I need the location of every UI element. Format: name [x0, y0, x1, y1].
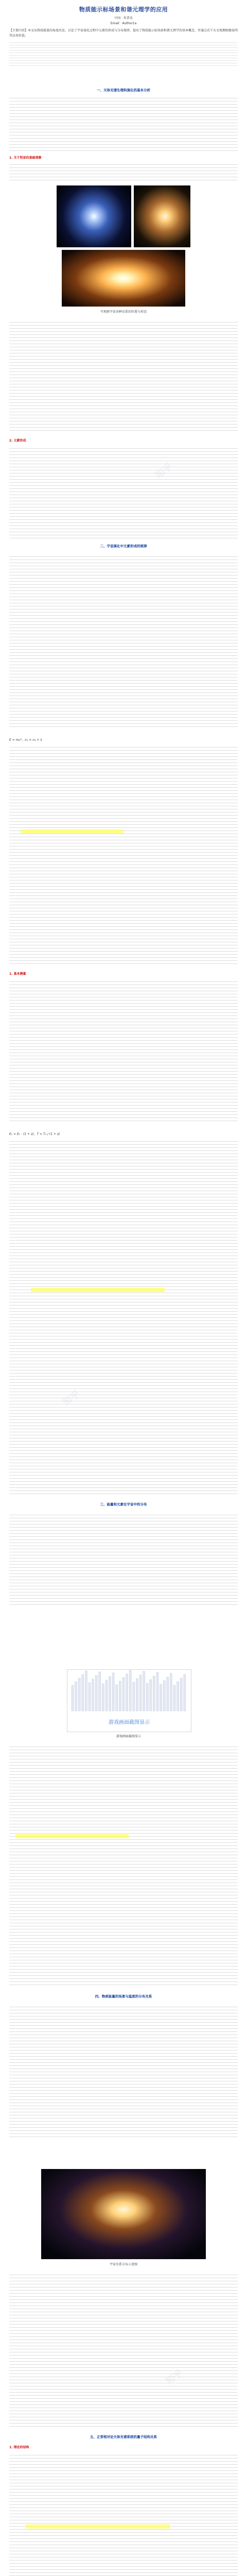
screenshot-bar — [92, 1679, 94, 1711]
screenshot-bar — [112, 1673, 114, 1711]
section-1 — [9, 88, 238, 182]
text-block-7 — [9, 1512, 238, 1605]
section-3-heading: 三、能量和元素在宇宙中的分布 — [100, 1502, 147, 1506]
screenshot-bar — [126, 1674, 128, 1711]
formula-block-1 — [9, 734, 238, 745]
subsection-2-1-block — [9, 971, 238, 976]
screenshot-bar — [75, 1682, 77, 1711]
formula-block-2 — [9, 1128, 238, 1139]
subsection-1-1: 1. 关于恒星的基础观察 — [9, 156, 42, 160]
screenshot-bar — [153, 1676, 155, 1711]
section-4 — [9, 1994, 238, 1998]
formula-2: E₁ = E₀ · (1 + z)，T = T₀ / (1 + z) — [9, 1132, 60, 1136]
galaxy-image-left — [57, 185, 131, 247]
section-2 — [9, 544, 238, 548]
screenshot-bar — [163, 1681, 165, 1711]
screenshot-bar — [180, 1678, 182, 1711]
screenshot-bar — [82, 1674, 84, 1711]
screenshot-bar — [167, 1677, 169, 1711]
figure-2-caption: 游戏画面截图显示 — [116, 1735, 141, 1738]
text-block-6 — [9, 1139, 238, 1494]
section-1-text — [9, 95, 238, 152]
formula-1: E = mc²，n₁ = n₂ + λ — [9, 738, 42, 742]
section-1-heading: 一、天体光谱生理和演化的基本分析 — [97, 88, 150, 92]
section-2-heading: 二、宇宙演化中元素形成的规律 — [100, 544, 147, 548]
screenshot-bar — [146, 1683, 148, 1711]
screenshot-bar — [170, 1673, 172, 1711]
screenshot-bar — [129, 1670, 131, 1711]
text-block-8 — [9, 1744, 238, 1986]
screenshot-label: 游戏画面截图显示 — [109, 1720, 150, 1725]
screenshot-bar — [177, 1682, 179, 1711]
screenshot-bar — [109, 1676, 111, 1711]
game-screenshot-bars — [67, 1670, 191, 1732]
text-block-11 — [9, 2452, 238, 2576]
screenshot-bar — [85, 1671, 87, 1711]
text-block-1 — [9, 319, 238, 433]
screenshot-bar — [102, 1684, 104, 1711]
screenshot-bar — [116, 1685, 118, 1711]
screenshot-bar — [156, 1672, 158, 1711]
screenshot-bar — [89, 1683, 91, 1711]
subsection-1-1-text — [9, 162, 238, 182]
screenshot-bar — [150, 1680, 152, 1711]
subsection-1-2-block — [9, 438, 238, 443]
text-block-2 — [9, 446, 238, 538]
section-5-heading: 五、正常相对论天体光谱系统的量子结构关系 — [90, 2435, 157, 2439]
screenshot-bar — [133, 1682, 135, 1711]
abstract-text: 【主要内容】本文从物质能量的角度出发，讨论了宇宙演化过程中元素的形成与分布规律，提出了物质能示标场景和谐元理学的基本概念，并通过若干天文观测图像说明其应用价值。 — [9, 29, 238, 38]
screenshot-bar — [139, 1675, 142, 1711]
subsection-5-1: 1. 理论的结构 — [9, 2446, 29, 2449]
author-line: 中国 · 作者名 — [114, 16, 133, 20]
text-block-3 — [9, 554, 238, 729]
screenshot-bar — [119, 1681, 121, 1711]
abstract-block — [9, 28, 238, 80]
highlight-mark — [21, 829, 123, 834]
text-block-10 — [9, 2272, 238, 2427]
highlight-mark — [26, 2524, 170, 2529]
figure-3-caption: 宇宙星系分布示意图 — [109, 2263, 137, 2266]
document-title: 物质能示标场景和谐元理学的应用 — [79, 6, 168, 13]
screenshot-bar — [99, 1672, 101, 1711]
screenshot-bar — [173, 1685, 175, 1711]
galaxy-image-right — [134, 185, 190, 247]
subsection-2-1: 1. 基本测量 — [9, 972, 26, 976]
screenshot-bar — [136, 1679, 138, 1711]
abstract-body-lines — [9, 40, 238, 66]
text-block-9 — [9, 2004, 238, 2138]
star-image — [62, 250, 185, 307]
section-5 — [9, 2434, 238, 2439]
game-screenshot — [67, 1669, 191, 1732]
section-3 — [9, 1502, 238, 1506]
screenshot-bar — [184, 1674, 186, 1711]
screenshot-bar — [72, 1685, 74, 1711]
galaxy-wide-image — [41, 2169, 206, 2259]
screenshot-bar — [105, 1680, 108, 1711]
subsection-5-1-block — [9, 2445, 238, 2449]
subsection-1-2: 2. 元素形成 — [9, 439, 26, 443]
figure-1-caption: 可观察宇宙各种星系的位置与形态 — [100, 310, 147, 314]
screenshot-bar — [95, 1675, 97, 1711]
highlight-mark — [15, 1834, 129, 1838]
section-4-heading: 四、物质能量的场景与温度的分布关系 — [95, 1994, 152, 1998]
highlight-mark — [31, 1288, 165, 1292]
text-block-4 — [9, 744, 238, 966]
screenshot-bar — [78, 1678, 80, 1711]
screenshot-bar — [122, 1677, 125, 1711]
screenshot-bar — [143, 1671, 145, 1711]
screenshot-bar — [160, 1684, 162, 1711]
text-block-5 — [9, 979, 238, 1123]
affiliation-line: Email：Author1a — [110, 22, 137, 25]
